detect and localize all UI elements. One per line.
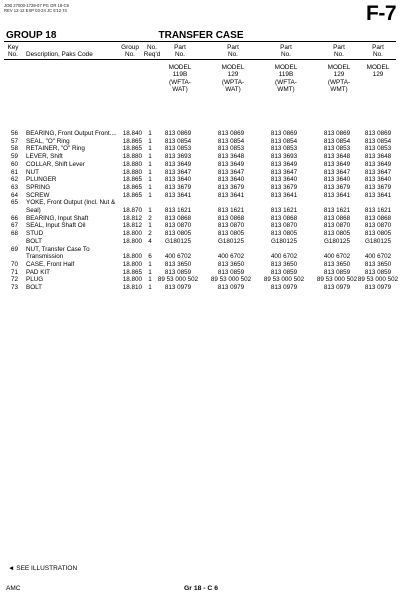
- row-required: 1: [148, 160, 152, 168]
- row-part-number: 813 3649: [323, 160, 351, 168]
- row-key: 64: [10, 191, 18, 199]
- table-row: [0, 238, 402, 245]
- row-part-number: 89 53 000 502: [263, 276, 305, 284]
- table-row: [0, 184, 402, 191]
- row-part-number: G180125: [365, 237, 391, 245]
- col-header-part-5: Part No.: [372, 44, 384, 58]
- row-key: 62: [10, 176, 18, 184]
- row-part-number: 400 6702: [217, 253, 245, 261]
- row-part-number: 813 3640: [270, 176, 298, 184]
- footer-page-ref: Gr 18 - C 6: [184, 585, 218, 592]
- row-part-number: 89 53 000 502: [210, 276, 252, 284]
- row-required: 1: [148, 176, 152, 184]
- row-key: 65: [10, 199, 18, 207]
- row-key: 66: [10, 214, 18, 222]
- row-part-number: 400 6702: [323, 253, 351, 261]
- page-id: F-7: [366, 2, 396, 25]
- group-label: GROUP 18: [6, 30, 57, 41]
- row-part-number: 813 3647: [270, 168, 298, 176]
- row-part-number: 813 0853: [164, 145, 192, 153]
- row-part-number: 813 0854: [323, 137, 351, 145]
- job-reference: [4, 3, 69, 13]
- row-part-number: 89 53 000 502: [357, 276, 399, 284]
- row-description: COLLAR, Shift Lever: [26, 160, 85, 168]
- row-description: Seal): [26, 207, 41, 214]
- table-row: [0, 261, 402, 268]
- row-required: 4: [148, 237, 152, 245]
- row-part-number: 813 3641: [364, 191, 392, 199]
- table-row: [0, 145, 402, 152]
- row-part-number: 813 0979: [217, 284, 245, 291]
- row-group-number: 18.865: [122, 268, 142, 276]
- table-row: [0, 192, 402, 199]
- row-group-number: 18.865: [122, 145, 142, 153]
- row-part-number: 813 0853: [364, 145, 392, 153]
- row-part-number: 813 0868: [323, 214, 351, 222]
- row-required: 6: [148, 253, 152, 261]
- row-part-number: 813 3650: [364, 260, 392, 268]
- col-header-part-1: Part No.: [174, 44, 186, 58]
- row-part-number: 813 0859: [217, 268, 245, 276]
- col-header-group: Group No.: [121, 44, 139, 58]
- row-description: PAD KIT: [26, 268, 51, 276]
- model-header-2: MODEL 129 (WPTA- WAT): [221, 64, 245, 94]
- row-part-number: 813 3650: [217, 260, 245, 268]
- row-description: NUT, Transfer Case To: [26, 245, 90, 253]
- row-part-number: 813 3647: [164, 168, 192, 176]
- table-row: [0, 176, 402, 183]
- row-part-number: 813 0869: [217, 130, 245, 137]
- row-group-number: 18.865: [122, 137, 142, 145]
- row-part-number: 813 3693: [164, 153, 192, 161]
- row-part-number: 813 0869: [270, 130, 298, 137]
- model-header-1: MODEL 119B (WFTA- WAT): [168, 64, 192, 94]
- row-group-number: 18.812: [122, 222, 142, 230]
- model-header-4: MODEL 129 (WPTA- WMT): [327, 64, 351, 94]
- row-part-number: 813 0870: [364, 222, 392, 230]
- header-rule-top: [4, 41, 396, 42]
- row-description: PLUNGER: [26, 176, 57, 184]
- row-part-number: 813 0868: [270, 214, 298, 222]
- row-key: 58: [10, 145, 18, 153]
- col-header-part-3: Part No.: [280, 44, 292, 58]
- row-part-number: 813 0859: [364, 268, 392, 276]
- model-header-3: MODEL 119B (WFTA- WMT): [274, 64, 298, 94]
- row-description: LEVER, Shift: [26, 153, 63, 161]
- row-part-number: 813 0859: [164, 268, 192, 276]
- row-part-number: 813 3649: [364, 160, 392, 168]
- row-part-number: 813 3679: [164, 183, 192, 191]
- row-part-number: 813 3650: [164, 260, 192, 268]
- table-row: [0, 246, 402, 253]
- table-row: [0, 230, 402, 237]
- row-group-number: 18.800: [122, 260, 142, 268]
- row-required: 1: [148, 137, 152, 145]
- row-part-number: 813 0805: [323, 230, 351, 238]
- row-part-number: 813 1621: [323, 207, 351, 214]
- row-part-number: G180125: [271, 237, 297, 245]
- table-row: [0, 161, 402, 168]
- row-part-number: 813 0979: [164, 284, 192, 291]
- row-group-number: 18.865: [122, 176, 142, 184]
- row-key: 63: [10, 183, 18, 191]
- row-part-number: 400 6702: [270, 253, 298, 261]
- row-key: 56: [10, 130, 18, 137]
- row-description: SCREW: [26, 191, 50, 199]
- row-part-number: 813 0868: [364, 214, 392, 222]
- row-part-number: 813 3679: [323, 183, 351, 191]
- row-key: 72: [10, 276, 18, 284]
- row-part-number: 813 3647: [323, 168, 351, 176]
- col-header-key: Key No.: [7, 44, 19, 58]
- row-part-number: 400 6702: [164, 253, 192, 261]
- row-group-number: 18.800: [122, 230, 142, 238]
- row-required: 1: [148, 153, 152, 161]
- row-part-number: 813 3640: [323, 176, 351, 184]
- row-part-number: 813 3693: [270, 153, 298, 161]
- row-required: 1: [148, 268, 152, 276]
- row-part-number: 813 3647: [217, 168, 245, 176]
- row-key: 67: [10, 222, 18, 230]
- row-description: BEARING, Input Shaft: [26, 214, 89, 222]
- row-group-number: 18.800: [122, 237, 142, 245]
- row-part-number: 813 1621: [164, 207, 192, 214]
- row-part-number: 813 3650: [323, 260, 351, 268]
- row-key: 61: [10, 168, 18, 176]
- row-description: SEAL, Input Shaft Oil: [26, 222, 86, 230]
- row-part-number: 813 0854: [164, 137, 192, 145]
- row-required: 1: [148, 130, 152, 137]
- table-row: [0, 253, 402, 260]
- row-description: RETAINER, "O" Ring: [26, 145, 85, 153]
- row-part-number: 813 3649: [164, 160, 192, 168]
- row-part-number: 813 0859: [323, 268, 351, 276]
- row-group-number: 18.800: [122, 276, 142, 284]
- row-required: 1: [148, 168, 152, 176]
- row-part-number: 813 3650: [270, 260, 298, 268]
- row-part-number: 813 0869: [364, 130, 392, 137]
- row-part-number: 813 1621: [364, 207, 392, 214]
- row-description: SEAL, "O" Ring: [26, 137, 70, 145]
- row-part-number: G180125: [324, 237, 350, 245]
- table-row: [0, 130, 402, 137]
- row-required: 2: [148, 214, 152, 222]
- table-row: [0, 207, 402, 214]
- row-description: SPRING: [26, 183, 51, 191]
- row-part-number: 89 53 000 502: [316, 276, 358, 284]
- row-part-number: 813 3648: [364, 153, 392, 161]
- row-description: STUD: [26, 230, 44, 238]
- row-key: 60: [10, 160, 18, 168]
- table-row: [0, 199, 402, 206]
- row-part-number: 813 0870: [217, 222, 245, 230]
- row-group-number: 18.880: [122, 160, 142, 168]
- row-required: 2: [148, 230, 152, 238]
- row-part-number: 813 3649: [270, 160, 298, 168]
- row-part-number: 813 3649: [217, 160, 245, 168]
- row-required: 1: [148, 183, 152, 191]
- row-part-number: 813 0805: [270, 230, 298, 238]
- row-part-number: 813 3648: [323, 153, 351, 161]
- row-key: 59: [10, 153, 18, 161]
- table-row: [0, 215, 402, 222]
- row-required: 1: [148, 284, 152, 291]
- row-part-number: 813 3641: [270, 191, 298, 199]
- row-key: 57: [10, 137, 18, 145]
- row-description: NUT: [26, 168, 39, 176]
- row-part-number: 813 3648: [217, 153, 245, 161]
- row-required: 1: [148, 276, 152, 284]
- row-part-number: 813 0868: [217, 214, 245, 222]
- row-part-number: 813 1621: [270, 207, 298, 214]
- row-part-number: 813 0870: [270, 222, 298, 230]
- col-header-description: Description, Paks Code: [26, 51, 93, 58]
- row-part-number: 813 3647: [364, 168, 392, 176]
- footer-brand: AMC: [6, 585, 21, 592]
- row-group-number: 18.865: [122, 191, 142, 199]
- table-row: [0, 169, 402, 176]
- row-part-number: 813 0979: [364, 284, 392, 291]
- row-part-number: 813 1621: [217, 207, 245, 214]
- row-part-number: 813 3640: [364, 176, 392, 184]
- row-part-number: 813 0853: [323, 145, 351, 153]
- row-description: Transmission: [26, 253, 64, 261]
- row-part-number: 813 3641: [164, 191, 192, 199]
- row-part-number: 813 3641: [323, 191, 351, 199]
- model-header-5: MODEL 129: [366, 64, 390, 79]
- row-part-number: 813 3679: [217, 183, 245, 191]
- table-row: [0, 284, 402, 291]
- row-description: BEARING, Front Output Front....: [26, 130, 117, 137]
- table-row: [0, 222, 402, 229]
- row-description: CASE, Front Half: [26, 260, 75, 268]
- row-group-number: 18.840: [122, 130, 142, 137]
- header-rule-bottom: [4, 59, 396, 60]
- row-key: 69: [10, 245, 18, 253]
- table-row: [0, 269, 402, 276]
- row-part-number: 813 0869: [323, 130, 351, 137]
- row-group-number: 18.810: [122, 284, 142, 291]
- row-part-number: G180125: [218, 237, 244, 245]
- row-part-number: 813 0869: [164, 130, 192, 137]
- row-part-number: 813 0854: [217, 137, 245, 145]
- see-illustration-note: ◄ SEE ILLUSTRATION: [8, 565, 78, 572]
- row-description: YOKE, Front Output (Incl. Nut &: [26, 199, 116, 207]
- row-part-number: G180125: [165, 237, 191, 245]
- row-group-number: 18.870: [122, 207, 142, 214]
- row-part-number: 813 3679: [270, 183, 298, 191]
- page-title: TRANSFER CASE: [158, 30, 244, 41]
- row-group-number: 18.865: [122, 183, 142, 191]
- row-required: 1: [148, 207, 152, 214]
- row-part-number: 813 0870: [164, 222, 192, 230]
- job-line: JOB 27000-1728-07 PG GR 18-C6: [4, 3, 69, 8]
- row-required: 1: [148, 260, 152, 268]
- row-group-number: 18.880: [122, 153, 142, 161]
- table-row: [0, 138, 402, 145]
- table-row: [0, 153, 402, 160]
- row-part-number: 813 0805: [217, 230, 245, 238]
- row-key: 71: [10, 268, 18, 276]
- row-part-number: 813 3640: [164, 176, 192, 184]
- col-header-part-2: Part No.: [227, 44, 239, 58]
- col-header-required: No. Req'd: [143, 44, 161, 58]
- row-part-number: 813 0805: [164, 230, 192, 238]
- row-group-number: 18.812: [122, 214, 142, 222]
- job-line: REV 12-12 EXP 03-24 JC 5'12 74: [4, 8, 67, 14]
- row-part-number: 813 3679: [364, 183, 392, 191]
- row-required: 1: [148, 222, 152, 230]
- row-key: 70: [10, 260, 18, 268]
- col-header-part-4: Part No.: [333, 44, 345, 58]
- row-part-number: 813 3640: [217, 176, 245, 184]
- row-part-number: 813 0870: [323, 222, 351, 230]
- row-part-number: 813 0854: [270, 137, 298, 145]
- row-part-number: 813 0805: [364, 230, 392, 238]
- row-part-number: 813 0979: [323, 284, 351, 291]
- row-part-number: 813 0868: [164, 214, 192, 222]
- row-required: 1: [148, 191, 152, 199]
- row-group-number: 18.880: [122, 168, 142, 176]
- row-key: 68: [10, 230, 18, 238]
- row-part-number: 813 0979: [270, 284, 298, 291]
- row-description: BOLT: [26, 284, 42, 291]
- row-part-number: 400 6702: [364, 253, 392, 261]
- row-part-number: 89 53 000 502: [157, 276, 199, 284]
- row-part-number: 813 0853: [217, 145, 245, 153]
- row-part-number: 813 0853: [270, 145, 298, 153]
- row-description: PLUG: [26, 276, 44, 284]
- row-key: 73: [10, 284, 18, 291]
- row-required: 1: [148, 145, 152, 153]
- row-description: BOLT: [26, 237, 42, 245]
- row-part-number: 813 3641: [217, 191, 245, 199]
- row-group-number: 18.800: [122, 253, 142, 261]
- table-row: [0, 276, 402, 283]
- row-part-number: 813 0854: [364, 137, 392, 145]
- row-part-number: 813 0859: [270, 268, 298, 276]
